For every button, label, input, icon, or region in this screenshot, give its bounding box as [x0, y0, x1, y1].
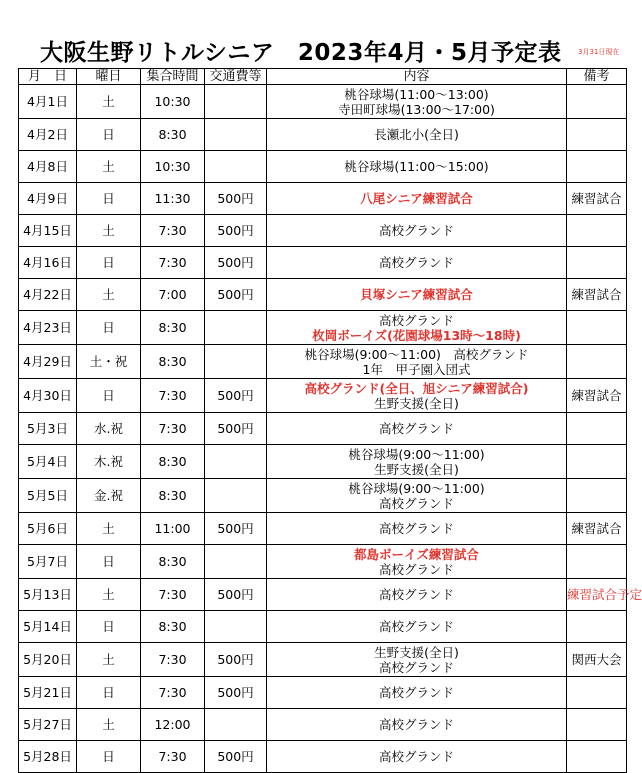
remarks-cell [567, 479, 627, 513]
table-row [19, 445, 627, 479]
date-cell: 4月29日 [19, 345, 77, 379]
weekday-cell: 土 [77, 709, 141, 741]
meeting-time-cell: 7:30 [141, 247, 205, 279]
weekday-cell: 土 [77, 215, 141, 247]
table-row [19, 119, 627, 151]
fare-cell: 500円 [205, 413, 267, 445]
content-line: 桃谷球場(9:00～11:00) [348, 446, 485, 462]
table-row [19, 611, 627, 643]
meeting-time-cell: 11:30 [141, 183, 205, 215]
remarks-cell: 練習試合 [567, 513, 627, 545]
table-row [19, 479, 627, 513]
remarks-cell [567, 151, 627, 183]
column-header-content: 内容 [267, 69, 567, 85]
meeting-time-cell: 7:30 [141, 413, 205, 445]
content-line: 桃谷球場(9:00～11:00) [348, 480, 485, 496]
weekday-cell: 日 [77, 379, 141, 413]
content-line: 桃谷球場(11:00～13:00) [344, 86, 489, 102]
content-cell [267, 85, 567, 119]
fare-cell: 500円 [205, 279, 267, 311]
column-header-fare: 交通費等 [205, 69, 267, 85]
remarks-cell [567, 247, 627, 279]
table-row [19, 545, 627, 579]
remarks-cell [567, 741, 627, 773]
content-cell [267, 311, 567, 345]
remarks-cell [567, 611, 627, 643]
content-line: 貝塚シニア練習試合 [360, 287, 473, 302]
remarks-cell [567, 709, 627, 741]
fare-cell: 500円 [205, 247, 267, 279]
weekday-cell: 土 [77, 151, 141, 183]
column-header-weekday: 曜日 [77, 69, 141, 85]
meeting-time-cell: 8:30 [141, 545, 205, 579]
content-cell [267, 119, 567, 151]
date-cell: 4月22日 [19, 279, 77, 311]
content-line: 八尾シニア練習試合 [360, 191, 473, 206]
meeting-time-cell: 8:30 [141, 345, 205, 379]
content-line: 高校グランド [378, 749, 454, 764]
table-row [19, 579, 627, 611]
table-row [19, 513, 627, 545]
weekday-cell: 日 [77, 247, 141, 279]
meeting-time-cell: 7:30 [141, 677, 205, 709]
meeting-time-cell: 7:30 [141, 643, 205, 677]
content-cell [267, 579, 567, 611]
content-cell [267, 279, 567, 311]
table-row [19, 279, 627, 311]
content-line: 高校グランド(全日、旭シニア練習試合) [304, 380, 529, 396]
content-cell [267, 741, 567, 773]
remarks-cell [567, 413, 627, 445]
meeting-time-cell: 10:30 [141, 151, 205, 183]
table-row [19, 183, 627, 215]
content-line: 高校グランド [378, 619, 454, 634]
table-row [19, 643, 627, 677]
date-cell: 4月9日 [19, 183, 77, 215]
content-line: 桃谷球場(11:00～15:00) [344, 159, 489, 174]
content-cell [267, 479, 567, 513]
remarks-cell [567, 119, 627, 151]
table-row [19, 709, 627, 741]
content-line: 高校グランド [378, 685, 454, 700]
table-row [19, 379, 627, 413]
content-cell [267, 677, 567, 709]
content-line: 高校グランド [378, 521, 454, 536]
remarks-cell: 練習試合 [567, 183, 627, 215]
weekday-cell: 日 [77, 741, 141, 773]
fare-cell: 500円 [205, 513, 267, 545]
meeting-time-cell: 8:30 [141, 479, 205, 513]
table-row [19, 741, 627, 773]
date-cell: 5月20日 [19, 643, 77, 677]
fare-cell [205, 311, 267, 345]
content-cell [267, 643, 567, 677]
weekday-cell: 水.祝 [77, 413, 141, 445]
remarks-cell: 練習試合予定 [567, 579, 627, 611]
remarks-cell [567, 677, 627, 709]
fare-cell [205, 479, 267, 513]
meeting-time-cell: 10:30 [141, 85, 205, 119]
meeting-time-cell: 12:00 [141, 709, 205, 741]
content-cell [267, 611, 567, 643]
content-cell [267, 345, 567, 379]
content-line: 1年 甲子園入団式 [362, 361, 471, 377]
content-cell [267, 545, 567, 579]
fare-cell [205, 445, 267, 479]
date-cell: 4月8日 [19, 151, 77, 183]
remarks-cell [567, 85, 627, 119]
table-row [19, 151, 627, 183]
remarks-cell [567, 545, 627, 579]
table-row [19, 677, 627, 709]
weekday-cell: 土 [77, 643, 141, 677]
content-line: 高校グランド [378, 561, 454, 577]
fare-cell: 500円 [205, 215, 267, 247]
date-cell: 5月5日 [19, 479, 77, 513]
content-cell [267, 513, 567, 545]
weekday-cell: 土 [77, 579, 141, 611]
content-cell [267, 413, 567, 445]
content-line: 生野支援(全日) [374, 644, 459, 660]
date-cell: 4月15日 [19, 215, 77, 247]
table-row [19, 215, 627, 247]
fare-cell [205, 709, 267, 741]
content-cell [267, 709, 567, 741]
content-line: 高校グランド [378, 495, 454, 511]
schedule-rows [19, 85, 642, 773]
content-line: 生野支援(全日) [374, 461, 459, 477]
column-header-remarks: 備考 [567, 69, 627, 85]
weekday-cell: 木.祝 [77, 445, 141, 479]
content-line: 高校グランド [378, 223, 454, 238]
date-cell: 5月7日 [19, 545, 77, 579]
fare-cell: 500円 [205, 579, 267, 611]
table-row [19, 311, 627, 345]
fare-cell [205, 545, 267, 579]
meeting-time-cell: 8:30 [141, 311, 205, 345]
table-row [19, 247, 627, 279]
date-cell: 5月21日 [19, 677, 77, 709]
date-cell: 4月30日 [19, 379, 77, 413]
content-line: 長瀬北小(全日) [374, 127, 459, 142]
meeting-time-cell: 7:30 [141, 215, 205, 247]
content-line: 高校グランド [378, 421, 454, 436]
content-cell [267, 183, 567, 215]
fare-cell: 500円 [205, 677, 267, 709]
column-header-meeting-time: 集合時間 [141, 69, 205, 85]
fare-cell: 500円 [205, 643, 267, 677]
weekday-cell: 日 [77, 677, 141, 709]
meeting-time-cell: 8:30 [141, 611, 205, 643]
meeting-time-cell: 7:30 [141, 379, 205, 413]
page-title: 大阪生野リトルシニア 2023年4月・5月予定表 [40, 40, 562, 66]
table-header-row [19, 69, 627, 85]
meeting-time-cell: 8:30 [141, 445, 205, 479]
remarks-cell: 関西大会 [567, 643, 627, 677]
weekday-cell: 日 [77, 119, 141, 151]
content-line: 高校グランド [378, 312, 454, 328]
meeting-time-cell: 8:30 [141, 119, 205, 151]
meeting-time-cell: 7:00 [141, 279, 205, 311]
fare-cell [205, 345, 267, 379]
date-cell: 4月16日 [19, 247, 77, 279]
meeting-time-cell: 11:00 [141, 513, 205, 545]
as-of-note: 3月31日現在 [578, 48, 620, 56]
date-cell: 5月27日 [19, 709, 77, 741]
date-cell: 5月13日 [19, 579, 77, 611]
remarks-cell [567, 215, 627, 247]
content-cell [267, 215, 567, 247]
weekday-cell: 日 [77, 311, 141, 345]
content-line: 高校グランド [378, 587, 454, 602]
content-line: 高校グランド [378, 717, 454, 732]
remarks-cell: 練習試合 [567, 279, 627, 311]
weekday-cell: 金.祝 [77, 479, 141, 513]
date-cell: 5月28日 [19, 741, 77, 773]
remarks-cell: 練習試合 [567, 379, 627, 413]
content-cell [267, 247, 567, 279]
content-line: 生野支援(全日) [374, 395, 459, 411]
remarks-cell [567, 445, 627, 479]
weekday-cell: 日 [77, 545, 141, 579]
date-cell: 5月3日 [19, 413, 77, 445]
content-line: 枚岡ボーイズ(花園球場13時～18時) [312, 327, 521, 343]
table-row [19, 345, 627, 379]
fare-cell: 500円 [205, 183, 267, 215]
date-cell: 5月14日 [19, 611, 77, 643]
content-line: 寺田町球場(13:00～17:00) [338, 101, 495, 117]
weekday-cell: 土 [77, 513, 141, 545]
weekday-cell: 日 [77, 183, 141, 215]
fare-cell [205, 151, 267, 183]
remarks-cell [567, 311, 627, 345]
content-cell [267, 151, 567, 183]
fare-cell [205, 119, 267, 151]
meeting-time-cell: 7:30 [141, 579, 205, 611]
content-line: 高校グランド [378, 255, 454, 270]
fare-cell: 500円 [205, 379, 267, 413]
date-cell: 4月23日 [19, 311, 77, 345]
date-cell: 4月1日 [19, 85, 77, 119]
meeting-time-cell: 7:30 [141, 741, 205, 773]
content-cell [267, 445, 567, 479]
content-cell [267, 379, 567, 413]
content-line: 高校グランド [378, 659, 454, 675]
column-header-date: 月 日 [19, 69, 77, 85]
date-cell: 5月4日 [19, 445, 77, 479]
schedule-table [18, 68, 642, 773]
date-cell: 5月6日 [19, 513, 77, 545]
remarks-cell [567, 345, 627, 379]
content-line: 都島ボーイズ練習試合 [354, 546, 479, 562]
weekday-cell: 土 [77, 85, 141, 119]
document-header [0, 0, 640, 68]
weekday-cell: 日 [77, 611, 141, 643]
table-row [19, 413, 627, 445]
fare-cell [205, 611, 267, 643]
weekday-cell: 土・祝 [77, 345, 141, 379]
weekday-cell: 土 [77, 279, 141, 311]
fare-cell [205, 85, 267, 119]
table-row [19, 85, 627, 119]
fare-cell: 500円 [205, 741, 267, 773]
content-line: 桃谷球場(9:00～11:00) 高校グランド [304, 346, 529, 362]
date-cell: 4月2日 [19, 119, 77, 151]
